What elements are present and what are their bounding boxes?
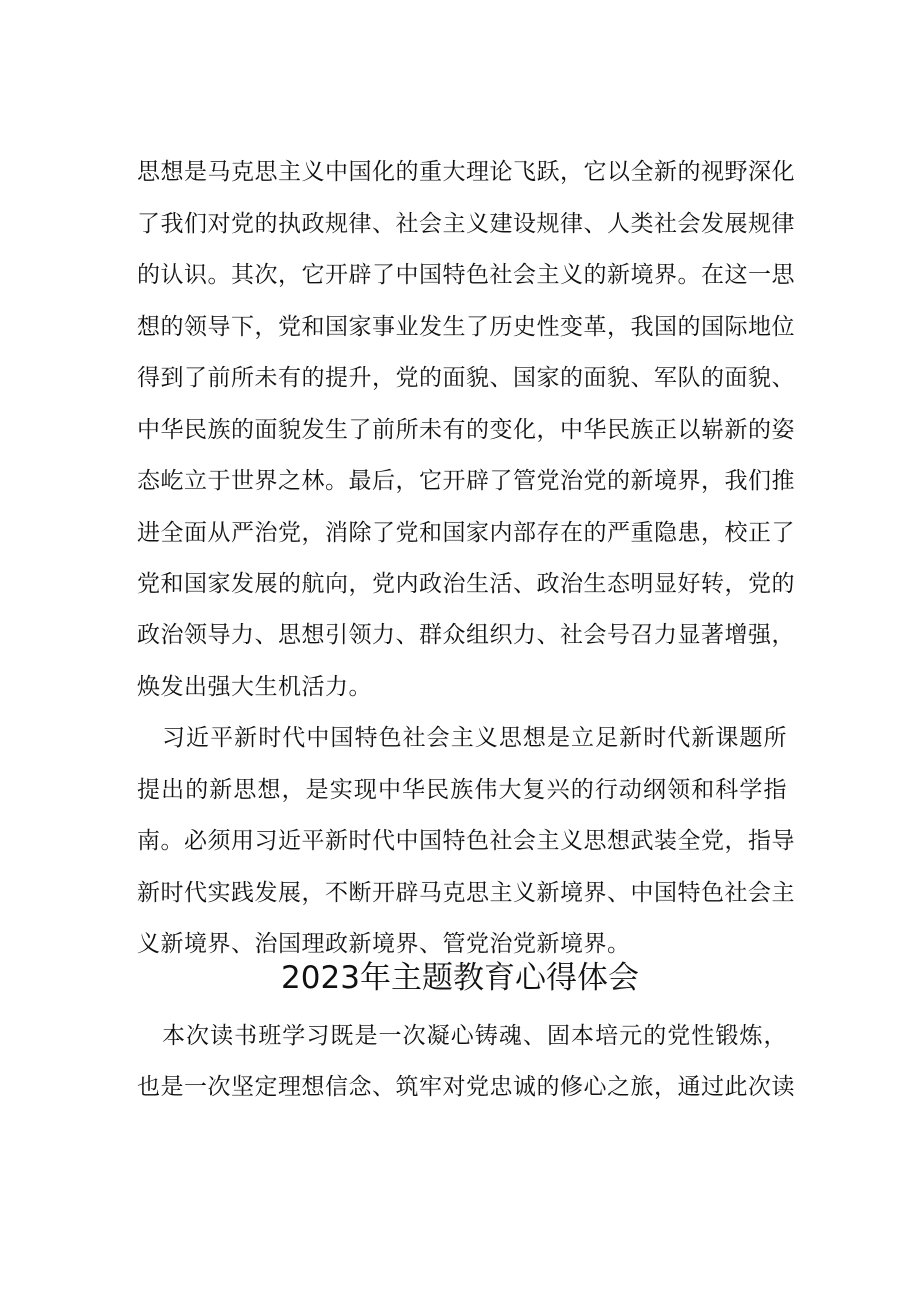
- text-line: 焕发出强大生机活力。: [137, 674, 372, 700]
- text-line: 新时代实践发展，不断开辟马克思主义新境界、中国特色社会主: [137, 880, 795, 906]
- text-line: 党和国家发展的航向，党内政治生活、政治生态明显好转，党的: [137, 571, 795, 597]
- text-line: 态屹立于世界之林。最后，它开辟了管党治党的新境界，我们推: [137, 468, 795, 494]
- text-line: 得到了前所未有的提升，党的面貌、国家的面貌、军队的面貌、: [137, 365, 795, 391]
- text-line: 中华民族的面貌发生了前所未有的变化，中华民族正以崭新的姿: [137, 417, 795, 443]
- text-line: 了我们对党的执政规律、社会主义建设规律、人类社会发展规律: [137, 211, 795, 237]
- text-line: 义新境界、治国理政新境界、管党治党新境界。: [137, 931, 631, 957]
- text-line: 的认识。其次，它开辟了中国特色社会主义的新境界。在这一思: [137, 262, 795, 288]
- text-line: 进全面从严治党，消除了党和国家内部存在的严重隐患，校正了: [137, 520, 795, 546]
- text-line: 南。必须用习近平新时代中国特色社会主义思想武装全党，指导: [137, 828, 795, 854]
- text-line: 也是一次坚定理想信念、筑牢对党忠诚的修心之旅，通过此次读: [137, 1074, 795, 1100]
- text-line: 政治领导力、思想引领力、群众组织力、社会号召力显著增强，: [137, 622, 795, 648]
- text-line: 提出的新思想，是实现中华民族伟大复兴的行动纲领和科学指: [137, 777, 787, 803]
- text-line: 本次读书班学习既是一次凝心铸魂、固本培元的党性锻炼，: [162, 1023, 787, 1049]
- text-line: 思想是马克思主义中国化的重大理论飞跃，它以全新的视野深化: [137, 159, 795, 185]
- text-line: 习近平新时代中国特色社会主义思想是立足新时代新课题所: [162, 725, 787, 751]
- text-line: 想的领导下，党和国家事业发生了历史性变革，我国的国际地位: [137, 314, 795, 340]
- section-title: 2023年主题教育心得体会: [281, 960, 639, 996]
